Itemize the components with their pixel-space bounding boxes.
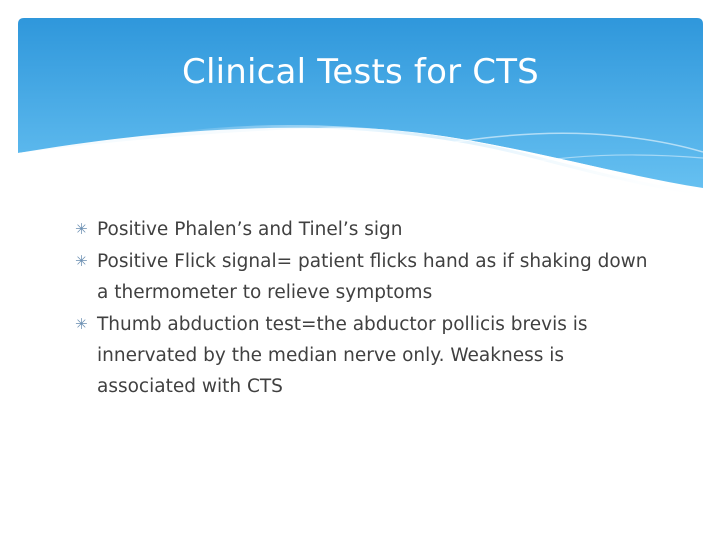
list-item [72,214,662,245]
asterisk-icon: ✳ [75,252,88,270]
slide-title: Clinical Tests for CTS [182,52,539,92]
bullet-list [72,214,662,403]
asterisk-icon: ✳ [75,315,88,333]
list-item [72,309,662,402]
bullet-text: Thumb abduction test=the abductor pollicis brevis is innervated by the median nerve only. Weakness is associated with CTS [97,314,588,397]
title-banner [18,18,703,198]
banner-graphic [18,18,703,198]
bullet-text: Positive Flick signal= patient flicks hand as if shaking down a thermometer to relieve symptoms [97,251,648,303]
asterisk-icon: ✳ [75,220,88,238]
bullet-text: Positive Phalen’s and Tinel’s sign [97,219,403,240]
list-item [72,246,662,308]
